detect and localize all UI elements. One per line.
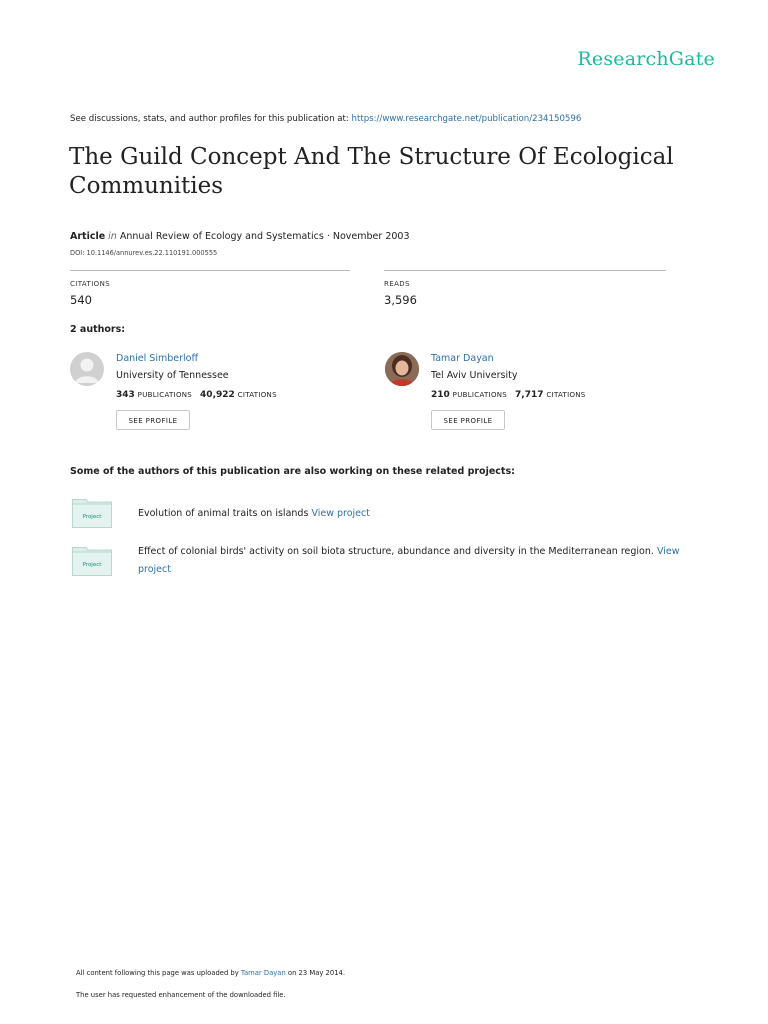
publications-label: PUBLICATIONS bbox=[137, 391, 193, 399]
citations-divider bbox=[70, 270, 350, 271]
author-name-simberloff[interactable]: Daniel Simberloff bbox=[116, 353, 199, 364]
publication-url-link[interactable]: https://www.researchgate.net/publication/234150596 bbox=[351, 114, 582, 124]
see-profile-button[interactable]: SEE PROFILE bbox=[116, 410, 190, 430]
see-profile-button[interactable]: SEE PROFILE bbox=[431, 410, 505, 430]
citations-count: 40,922 bbox=[200, 390, 235, 400]
journal-date: Annual Review of Ecology and Systematics · November 2003 bbox=[119, 231, 410, 242]
doi-text: DOI: 10.1146/annurev.es.22.110191.000555 bbox=[70, 249, 218, 257]
citations-count: 7,717 bbox=[515, 390, 544, 400]
publications-label: PUBLICATIONS bbox=[452, 391, 508, 399]
in-text: in bbox=[108, 231, 117, 242]
reads-value: 3,596 bbox=[384, 293, 417, 307]
project-description: Effect of colonial birds' activity on soil biota structure, abundance and diversity in the Mediterranean region. bbox=[138, 546, 654, 557]
reads-divider bbox=[384, 270, 666, 271]
project-description: Evolution of animal traits on islands bbox=[138, 508, 309, 519]
see-discussions-text: See discussions, stats, and author profiles for this publication at: bbox=[70, 114, 352, 124]
project-item bbox=[138, 505, 698, 523]
publications-count: 343 bbox=[116, 390, 135, 400]
uploader-link[interactable]: Tamar Dayan bbox=[240, 969, 286, 977]
project-icon-label: Project bbox=[82, 562, 102, 568]
author-affiliation: Tel Aviv University bbox=[431, 370, 518, 381]
citations-label: CITATIONS bbox=[70, 280, 111, 288]
view-project-link[interactable]: View project bbox=[138, 546, 680, 575]
upload-note bbox=[76, 969, 345, 977]
project-folder-icon bbox=[72, 498, 112, 528]
project-item bbox=[138, 543, 698, 579]
author-counts bbox=[116, 390, 285, 400]
publications-count: 210 bbox=[431, 390, 450, 400]
upload-prefix: All content following this page was uploaded by bbox=[76, 969, 241, 977]
citations-label: CITATIONS bbox=[546, 391, 586, 399]
default-user-icon[interactable] bbox=[70, 352, 104, 386]
upload-suffix: on 23 May 2014. bbox=[285, 969, 346, 977]
related-projects-heading: Some of the authors of this publication are also working on these related projects: bbox=[70, 466, 515, 477]
citations-value: 540 bbox=[70, 293, 92, 307]
enhancement-note: The user has requested enhancement of the downloaded file. bbox=[76, 991, 286, 999]
authors-heading: 2 authors: bbox=[70, 324, 126, 335]
citations-label: CITATIONS bbox=[237, 391, 277, 399]
project-folder-icon bbox=[72, 546, 112, 576]
project-icon-label: Project bbox=[82, 514, 102, 520]
user-photo[interactable] bbox=[385, 352, 419, 386]
publication-meta bbox=[70, 231, 410, 242]
author-name-dayan[interactable]: Tamar Dayan bbox=[431, 353, 494, 364]
article-type: Article bbox=[70, 231, 106, 242]
researchgate-logo[interactable]: ResearchGate bbox=[577, 48, 715, 70]
reads-label: READS bbox=[384, 280, 410, 288]
author-affiliation: University of Tennessee bbox=[116, 370, 229, 381]
author-counts bbox=[431, 390, 594, 400]
view-project-link[interactable]: View project bbox=[311, 508, 370, 519]
page-title: The Guild Concept And The Structure Of Ecological Communities bbox=[69, 144, 674, 199]
publication-url-line bbox=[70, 114, 581, 124]
